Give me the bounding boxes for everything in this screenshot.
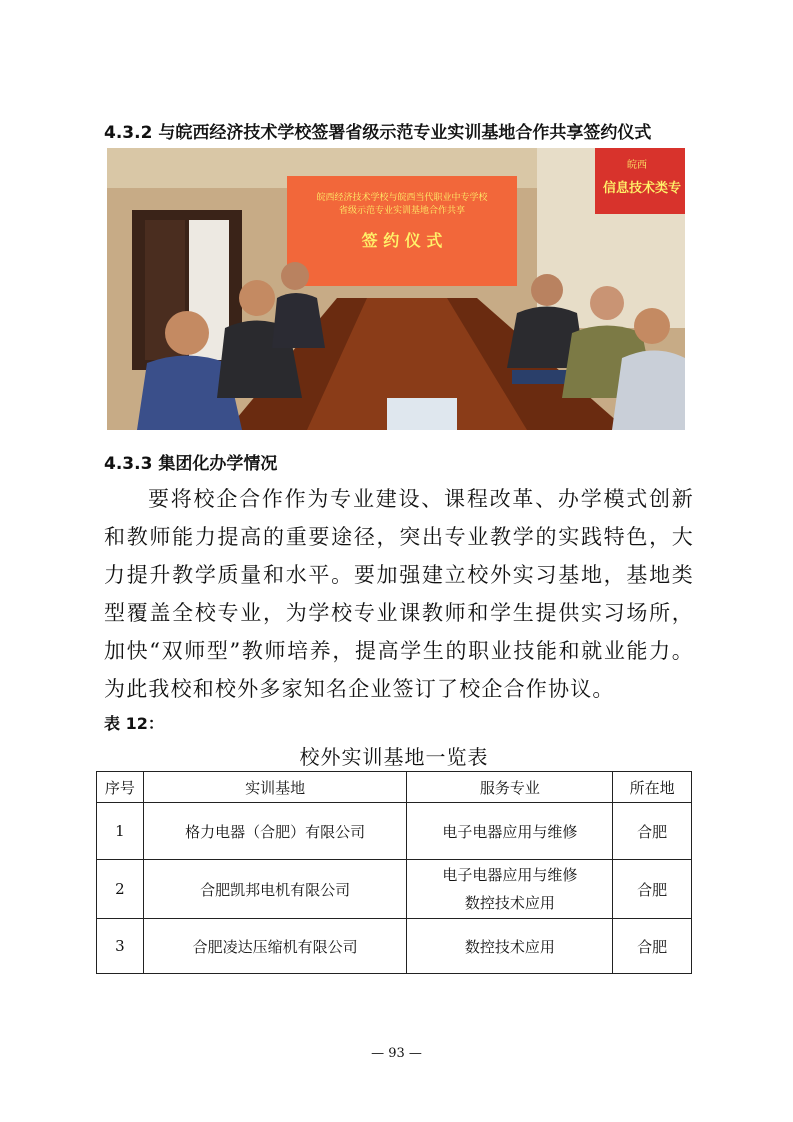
table-row xyxy=(97,860,692,919)
cell-major-line-1: 电子电器应用与维修 xyxy=(442,866,578,884)
cell-base: 格力电器（合肥）有限公司 xyxy=(143,803,407,860)
cell-location: 合肥 xyxy=(613,919,692,974)
section-heading-4-3-3: 4.3.3 集团化办学情况 xyxy=(104,454,278,474)
banner-line-3: 签 约 仪 式 xyxy=(361,231,443,250)
header-base: 实训基地 xyxy=(143,772,407,803)
cell-major-line-2: 数控技术应用 xyxy=(464,894,555,912)
cell-no: 3 xyxy=(97,919,144,974)
cell-major xyxy=(407,860,613,919)
cell-no: 1 xyxy=(97,803,144,860)
wall-sign-small-text: 皖西 xyxy=(627,160,647,171)
section-heading-4-3-2: 4.3.2 与皖西经济技术学校签署省级示范专业实训基地合作共享签约仪式 xyxy=(104,123,652,143)
practice-base-table xyxy=(96,771,692,974)
cell-base: 合肥凌达压缩机有限公司 xyxy=(143,919,407,974)
cell-base: 合肥凯邦电机有限公司 xyxy=(143,860,407,919)
header-no: 序号 xyxy=(97,772,144,803)
cell-location: 合肥 xyxy=(613,860,692,919)
banner-line-2: 省级示范专业实训基地合作共享 xyxy=(338,206,466,216)
signing-ceremony-photo xyxy=(107,148,685,430)
page-number: — 93 — xyxy=(371,1046,422,1061)
header-location: 所在地 xyxy=(613,772,692,803)
wall-sign-large-text: 信息技术类专 xyxy=(603,181,682,196)
table-header-row xyxy=(97,772,692,803)
table-row xyxy=(97,919,692,974)
table-title: 校外实训基地一览表 xyxy=(299,745,489,769)
banner-line-1: 皖西经济技术学校与皖西当代职业中专学校 xyxy=(316,193,488,203)
table-label: 表 12： xyxy=(104,714,164,733)
cell-no: 2 xyxy=(97,860,144,919)
cell-major: 数控技术应用 xyxy=(407,919,613,974)
cell-location: 合肥 xyxy=(613,803,692,860)
body-paragraph: 要将校企合作作为专业建设、课程改革、办学模式创新和教师能力提高的重要途径，突出专业教学的实践特色，大力提升教学质量和水平。要加强建立校外实习基地，基地类型覆盖全校专业，为学校专业课教师和学生提供实习场所，加快“双师型”教师培养，提高学生的职业技能和就业能力。为此我校和校外多家知名企业签订了校企合作协议。 xyxy=(104,487,694,701)
cell-major: 电子电器应用与维修 xyxy=(407,803,613,860)
table-row xyxy=(97,803,692,860)
header-major: 服务专业 xyxy=(407,772,613,803)
